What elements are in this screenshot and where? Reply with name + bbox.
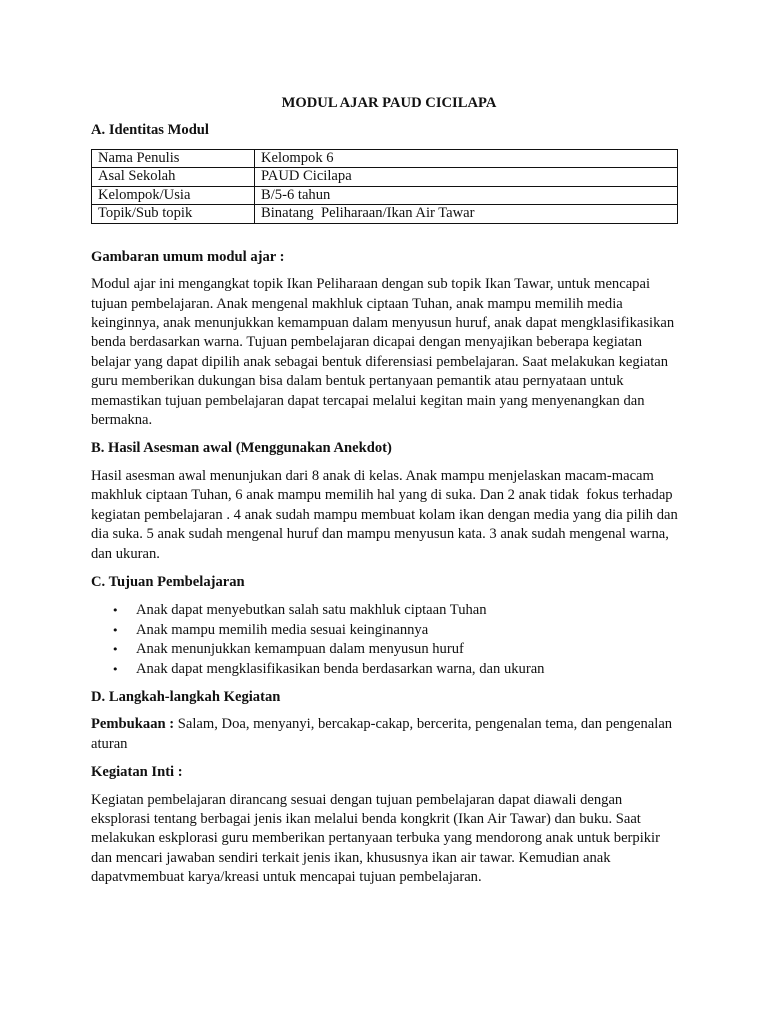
opening-text: Salam, Doa, menyanyi, bercakap-cakap, bercerita, pengenalan tema, dan pengenalan aturan	[91, 716, 676, 752]
table-row	[92, 168, 678, 187]
table-value-cell: Binatang Peliharaan/Ikan Air Tawar	[255, 205, 678, 224]
table-label-cell: Topik/Sub topik	[92, 205, 255, 224]
table-row	[92, 149, 678, 168]
document-page	[91, 94, 681, 888]
overview-paragraph: Modul ajar ini mengangkat topik Ikan Peliharaan dengan sub topik Ikan Tawar, untuk mencapai tujuan pembelajaran. Anak mengenal makhluk ciptaan Tuhan, anak mampu memilih media keinginnya, anak menunjukkan kemampuan dalam menyusun huruf, anak dapat mengklasifikasikan benda berdasarkan warna. Tujuan pembelajaran dicapai dengan menyajikan beberapa kegiatan belajar yang dapat dipilih anak sebagai bentuk diferensiasi pembelajaran. Saat melakukan kegiatan guru memberikan dukungan bisa dalam bentuk pertanyaan pemantik atau pernyataan untuk memastikan tujuan pembelajaran dapat tercapai melalui kegitan main yang menyenangkan dan bermakna.	[91, 276, 675, 429]
list-item	[91, 601, 681, 620]
section-b-paragraph: Hasil asesman awal menunjukan dari 8 anak di kelas. Anak mampu menjelaskan macam-macam makhluk ciptaan Tuhan, 6 anak mampu memilih hal yang di suka. Dan 2 anak tidak fokus terhadap kegiatan pembelajaran . 4 anak sudah mampu membuat kolam ikan dengan media yang dia pilih dan dia suka. 5 anak sudah mengenal huruf dan mampu menyusun kata. 3 anak sudah mengenal warna, dan ukuran.	[91, 467, 682, 562]
goals-list	[91, 601, 681, 679]
bullet-icon: •	[112, 604, 119, 618]
table-label-cell: Kelompok/Usia	[92, 186, 255, 205]
bullet-icon: •	[112, 623, 119, 637]
list-item-text: Anak dapat mengklasifikasikan benda berdasarkan warna, dan ukuran	[136, 660, 545, 677]
table-label-cell: Asal Sekolah	[92, 168, 255, 187]
document-title: MODUL AJAR PAUD CICILAPA	[281, 95, 497, 111]
overview-heading: Gambaran umum modul ajar :	[91, 248, 285, 265]
table-value-cell: Kelompok 6	[255, 149, 678, 168]
section-d-heading: D. Langkah-langkah Kegiatan	[91, 688, 281, 705]
core-activity-heading: Kegiatan Inti :	[91, 764, 183, 781]
list-item	[91, 621, 681, 640]
table-value-cell: B/5-6 tahun	[255, 186, 678, 205]
list-item-text: Anak menunjukkan kemampuan dalam menyusun huruf	[136, 641, 464, 658]
list-item	[91, 660, 681, 679]
table-row	[92, 205, 678, 224]
table-value-cell: PAUD Cicilapa	[255, 168, 678, 187]
core-activity-paragraph: Kegiatan pembelajaran dirancang sesuai dengan tujuan pembelajaran dapat diawali dengan eksplorasi tentang berbagai jenis ikan melalui benda kongkrit (Ikan Air Tawar) dan buku. Saat melakukan eskplorasi guru memberikan pertanyaan terbuka yang mendorong anak untuk berpikir dan mencari jawaban sendiri terkait jenis ikan, khususnya ikan air tawar. Kemudian anak dapatvmembuat karya/kreasi untuk mencapai tujuan pembelajaran.	[91, 791, 660, 886]
section-b-heading: B. Hasil Asesman awal (Menggunakan Anekdot)	[91, 440, 392, 457]
table-label-cell: Nama Penulis	[92, 149, 255, 168]
section-a-heading: A. Identitas Modul	[91, 122, 209, 139]
opening-label: Pembukaan :	[91, 716, 175, 733]
identity-table	[91, 149, 678, 224]
list-item	[91, 640, 681, 659]
list-item-text: Anak dapat menyebutkan salah satu makhluk ciptaan Tuhan	[136, 602, 487, 619]
section-c-heading: C. Tujuan Pembelajaran	[91, 573, 245, 590]
list-item-text: Anak mampu memilih media sesuai keinginannya	[136, 621, 429, 638]
bullet-icon: •	[112, 662, 119, 676]
bullet-icon: •	[112, 643, 119, 657]
opening-paragraph	[91, 715, 681, 754]
table-row	[92, 186, 678, 205]
